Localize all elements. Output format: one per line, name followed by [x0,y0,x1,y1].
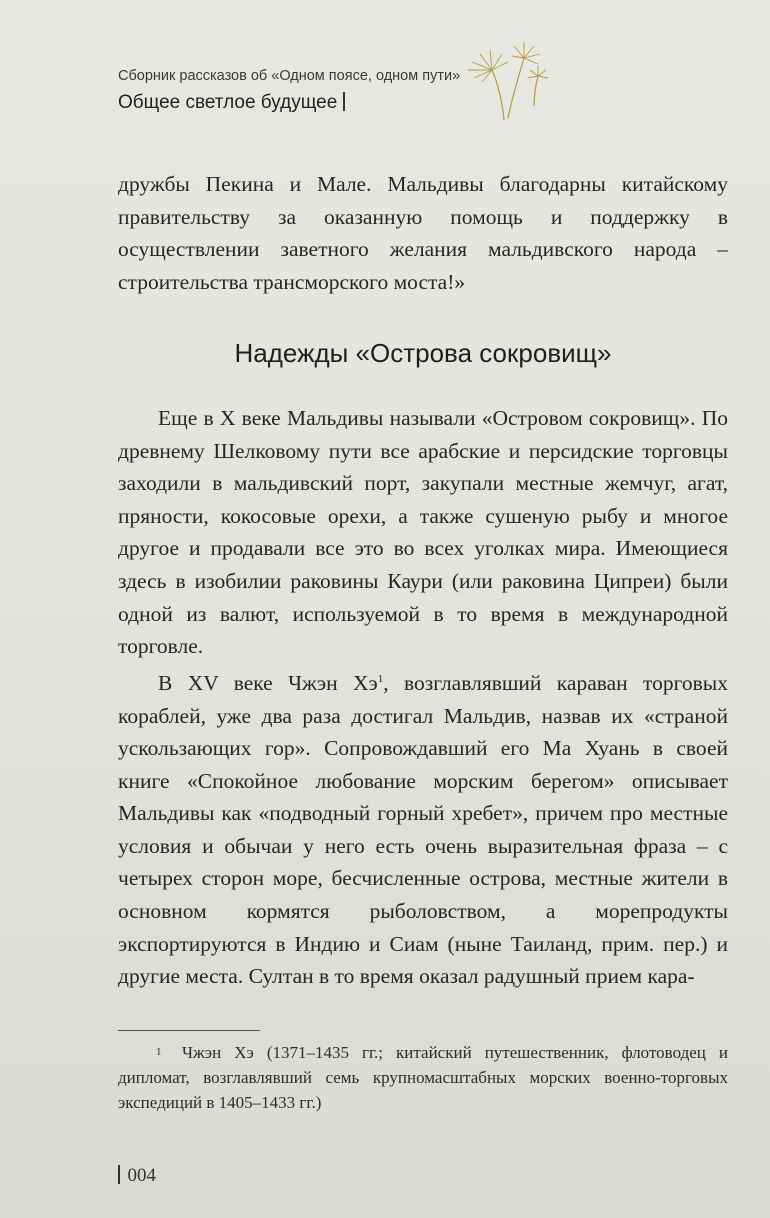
footnote-rule [118,1030,260,1031]
section-body [118,402,728,993]
paragraph-zheng-he [118,663,728,993]
page-number-text: 004 [127,1165,156,1186]
paragraph-zheng-he-start: В XV веке Чжэн Хэ [158,670,378,695]
header-divider [343,92,345,111]
paragraph-treasure-island: Еще в X веке Мальдивы называли «Островом сокровищ». По древнему Шелковому пути все арабские и персидские торговцы заходили в мальдивский порт, закупали местные жемчуг, агат, пряности, кокосовые орехи, а также сушеную рыбу и многое другое и продавали все это во всех уголках мира. Имеющиеся здесь в изобилии раковины Каури (или раковина Ципреи) были одной из валют, используемой в то время в международной торговле. [118,406,728,659]
folio-divider [118,1165,120,1184]
section-heading: Надежды «Острова сокровищ» [234,338,612,368]
continuation-text: дружбы Пекина и Мале. Мальдивы благодарны китайскому правительству за оказанную помощь и поддержку в осуществлении заветного желания мальдивского народа – строительства трансморского моста!» [118,172,728,294]
footnote-marker: 1 [156,1046,162,1058]
running-header-title-text: Общее светлое будущее [118,92,338,113]
paragraph-zheng-he-rest: , возглавлявший караван торговых кораблей, уже два раза достигал Мальдив, назвав их «страной ускользающих гор». Сопровождавший его Ма Хуань в своей книге «Спокойное любование морским берегом» описывает Мальдивы как «подводный горный хребет», причем про местные условия и обычаи у него есть очень выразительная фраза – с четырех сторон море, бесчисленные острова, местные жители в основном кормятся рыболовством, а морепродукты экспортируются в Индию и Сиам (ныне Таиланд, прим. пер.) и другие места. Султан в то время оказал радушный прием кара- [118,670,728,989]
continuation-paragraph [118,168,728,298]
footnote [118,1040,728,1115]
running-header-title [118,92,345,114]
footnote-reference: 1 [377,672,384,685]
page-number [118,1165,156,1187]
papyrus-plant-icon [462,40,552,124]
running-header-collection: Сборник рассказов об «Одном поясе, одном пути» [118,68,461,84]
footnote-text: Чжэн Хэ (1371–1435 гг.; китайский путешественник, флотоводец и дипломат, возглавлявший семь крупномасштабных морских военно-торговых экспедиций в 1405–1433 гг.) [118,1043,728,1112]
